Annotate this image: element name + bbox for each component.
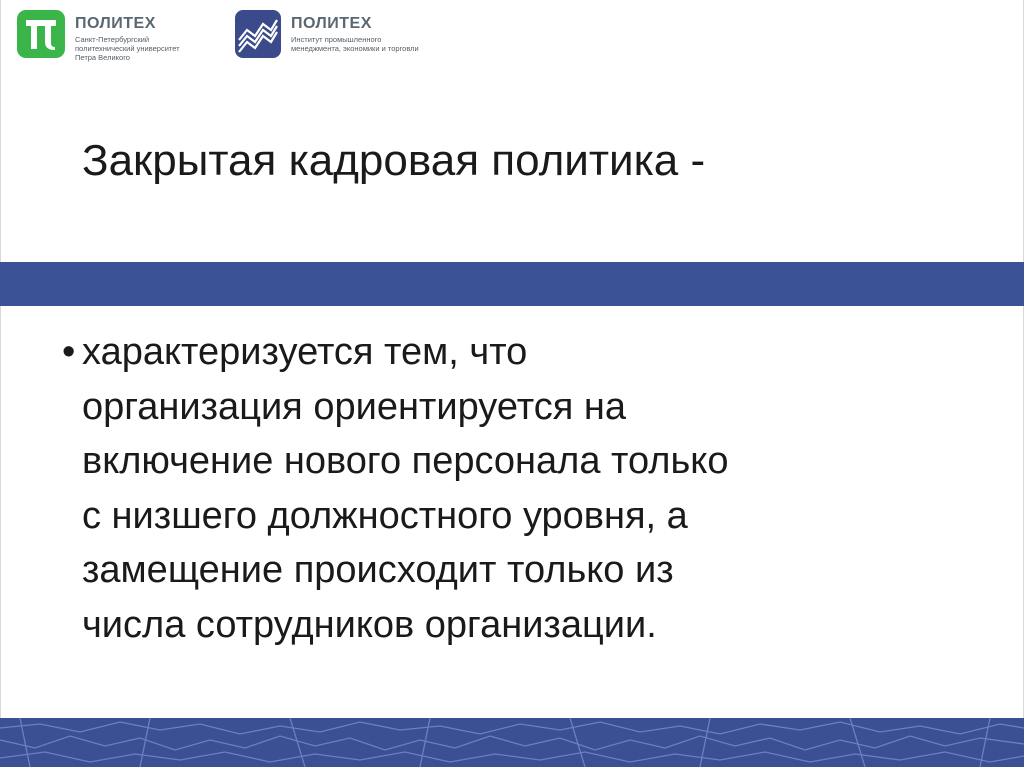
bullet-text — [82, 325, 728, 652]
bullet-text-line: с низшего должностного уровня, а — [82, 494, 688, 537]
bullet-marker: • — [62, 331, 76, 373]
logo-subtitle-line: политехнический университет — [75, 44, 180, 53]
logo-subtitle — [75, 35, 180, 62]
logo-subtitle-line: Петра Великого — [75, 53, 130, 62]
slide-border-left — [0, 0, 1, 767]
institute-wave-icon — [235, 10, 281, 58]
polytech-pi-icon — [17, 10, 65, 58]
bullet-text-line: характеризуется тем, что — [82, 331, 528, 373]
bullet-text-line: замещение происходит только из — [82, 549, 674, 591]
logo-subtitle-line: Санкт-Петербургский — [75, 35, 150, 44]
logo-title: ПОЛИТЕХ — [291, 15, 372, 32]
decorative-footer-band — [0, 718, 1024, 767]
bullet-text-line: включение нового персонала только — [82, 440, 729, 482]
accent-bar — [0, 262, 1024, 306]
slide-title: Закрытая кадровая политика - — [82, 136, 706, 185]
logo-subtitle — [291, 35, 419, 53]
logo-subtitle-line: Институт промышленного — [291, 35, 382, 44]
bullet-text-line: числа сотрудников организации. — [82, 603, 657, 646]
bullet-text-line: организация ориентируется на — [82, 385, 626, 428]
logo-subtitle-line: менеджмента, экономики и торговли — [291, 44, 419, 53]
logo-title: ПОЛИТЕХ — [75, 15, 156, 32]
